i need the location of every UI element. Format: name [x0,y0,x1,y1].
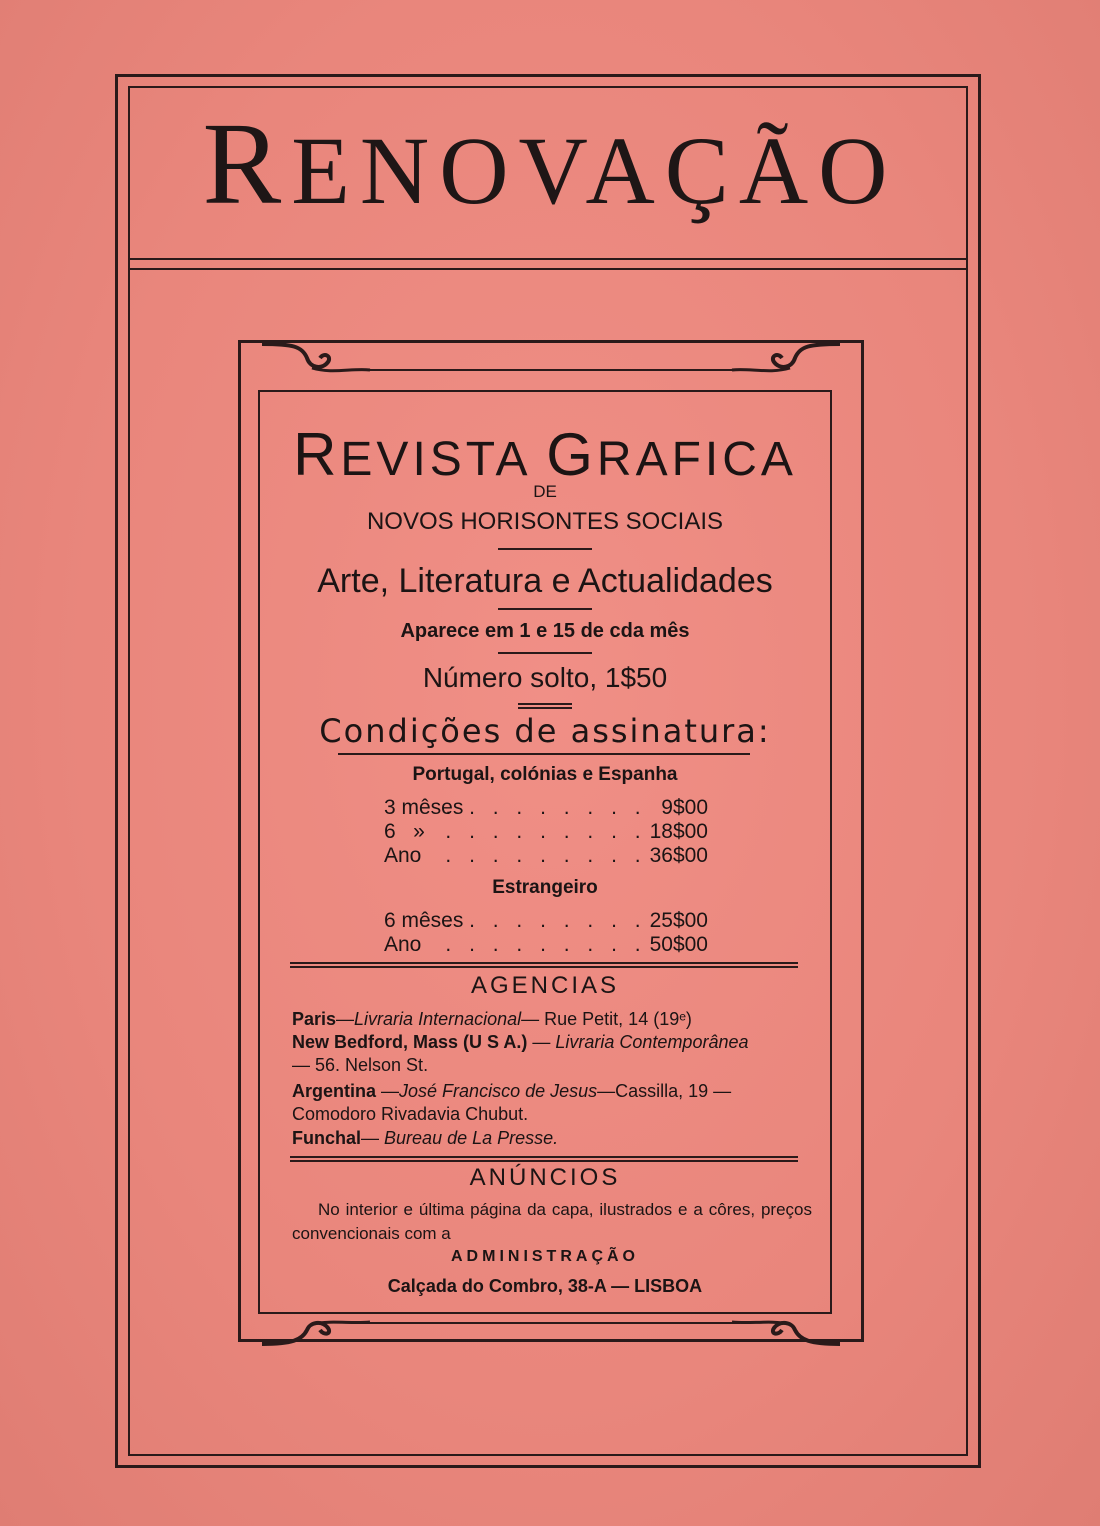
leader-dots: . . . . . . . . . [445,820,647,843]
agency-address: —Cassilla, 19 — Comodoro Rivadavia Chubut. [292,1081,732,1124]
price-value: 18$00 [649,820,708,843]
heading-rest-2: RAFICA [596,433,797,486]
subtitle: NOVOS HORISONTES SOCIAIS [366,508,724,535]
ornament-top-line [360,369,740,371]
agency-dash: — [336,1009,355,1029]
divider [518,703,572,705]
section-divider [290,966,798,968]
ads-text: No interior e última página da capa, ilustrados e a côres, preços convencionais com a [292,1200,812,1243]
administration-label: ADMINISTRAÇÃO [451,1248,639,1265]
agency-name: Livraria Internacional [354,1009,522,1029]
agency-entry [292,1080,812,1126]
ornament-top-left [262,340,372,380]
price-value: 9$00 [661,796,708,819]
divider [498,548,592,550]
agency-name: José Francisco de Jesus [399,1081,598,1101]
divider [518,707,572,709]
price-value: 50$00 [649,933,708,956]
agency-address: — Rue Petit, 14 (19ᵉ) [521,1009,692,1029]
themes-line: Arte, Literatura e Actualidades [317,562,773,600]
agencies-heading: AGENCIAS [470,972,620,999]
agency-city: Argentina [292,1081,377,1101]
leader-dots: . . . . . . . . . [445,796,647,819]
frequency-line: Aparece em 1 e 15 de cda mês [400,620,690,642]
price-label: 6 mêses [384,909,464,932]
agency-city: Paris [292,1009,337,1029]
agency-entry [292,1031,812,1077]
title-rest: ENOVAÇÃO [291,117,898,224]
title-initial: R [202,98,292,229]
section-divider [290,962,798,964]
revista-heading [258,420,832,489]
leader-dots: . . . . . . . . . [445,909,647,932]
agency-name: Livraria Contemporânea [555,1032,749,1052]
price-label: Ano [384,933,422,956]
heading-rest-1: EVISTA [340,433,547,486]
section-divider [290,1160,798,1162]
domestic-region: Portugal, colónias e Espanha [412,764,678,785]
price-label: 6 » [384,820,425,843]
single-issue-price: Número solto, 1$50 [422,662,668,693]
leader-dots: . . . . . . . . . [445,933,647,956]
heading-de: DE [533,482,557,501]
leader-dots: . . . . . . . . . [445,844,647,867]
ornament-bottom-right [730,1318,840,1348]
price-label: 3 mêses [384,796,464,819]
title-rule-bottom [128,268,968,270]
agency-city: New Bedford, Mass (U S A.) [292,1032,528,1052]
agency-entry [292,1008,812,1031]
foreign-region: Estrangeiro [492,877,598,898]
agency-city: Funchal [292,1128,362,1148]
price-value: 36$00 [649,844,708,867]
price-label: Ano [384,844,422,867]
agency-address: — 56. Nelson St. [292,1055,429,1075]
administration-address: Calçada do Combro, 38-A — LISBOA [387,1276,703,1296]
divider [498,608,592,610]
subscription-heading: Condições de assinatura: [319,712,771,750]
price-value: 25$00 [649,909,708,932]
heading-initial-1: R [293,421,341,488]
heading-initial-2: G [546,421,597,488]
ornament-top-right [730,340,840,380]
agency-name: Bureau de La Presse. [384,1128,559,1148]
divider [498,652,592,654]
agency-dash: — [361,1128,385,1148]
subscription-underline [338,753,750,755]
ornament-bottom-left [262,1318,372,1348]
ornament-bottom-line [360,1322,740,1324]
section-divider [290,1156,798,1158]
title-rule-top [128,258,968,260]
agency-dash: — [376,1081,400,1101]
magazine-title [120,98,980,229]
ads-heading: ANÚNCIOS [469,1164,621,1191]
agency-entry [292,1127,812,1150]
agency-dash: — [527,1032,556,1052]
